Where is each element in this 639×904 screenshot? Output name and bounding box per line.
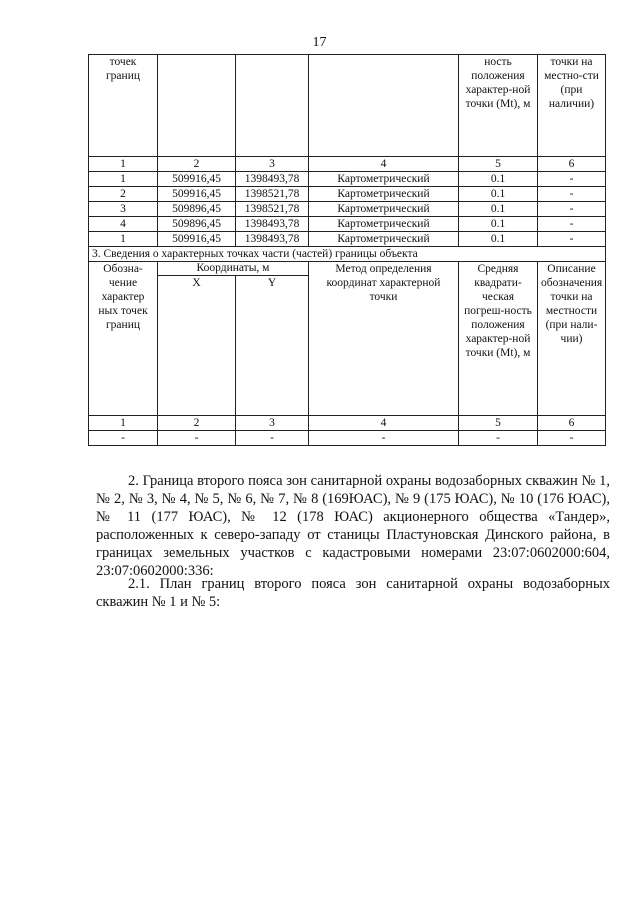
section3-header-points: Обозна-чение характер ных точек границ — [89, 262, 158, 416]
accuracy: 0.1 — [459, 202, 538, 217]
column-number: 5 — [459, 157, 538, 172]
empty-cell: - — [236, 431, 309, 446]
coord-x: 509896,45 — [158, 202, 236, 217]
coord-y: 1398493,78 — [236, 172, 309, 187]
section3-header-description: Описание обозначения точки на местности (при нали-чии) — [538, 262, 606, 416]
section3-header-coordinates: Координаты, м — [158, 262, 309, 276]
section3-title: 3. Сведения о характерных точках части (частей) границы объекта — [89, 247, 606, 262]
table-row — [89, 232, 606, 247]
column-number: 4 — [309, 157, 459, 172]
column-number: 6 — [538, 157, 606, 172]
table-row — [89, 187, 606, 202]
point-number: 1 — [89, 172, 158, 187]
coord-x: 509896,45 — [158, 217, 236, 232]
accuracy: 0.1 — [459, 187, 538, 202]
method: Картометрический — [309, 232, 459, 247]
section3-header-accuracy: Средняя квадрати-ческая погреш-ность положения характер-ной точки (Mt), м — [459, 262, 538, 416]
point-number: 1 — [89, 232, 158, 247]
description: - — [538, 202, 606, 217]
point-number: 3 — [89, 202, 158, 217]
accuracy: 0.1 — [459, 172, 538, 187]
empty-cell: - — [538, 431, 606, 446]
column-number: 1 — [89, 157, 158, 172]
empty-cell: - — [89, 431, 158, 446]
coord-y: 1398493,78 — [236, 217, 309, 232]
table-row — [89, 172, 606, 187]
accuracy: 0.1 — [459, 217, 538, 232]
coord-x: 509916,45 — [158, 172, 236, 187]
page-number: 17 — [312, 35, 327, 50]
column-number: 6 — [538, 416, 606, 431]
header-cell-points: точек границ — [89, 55, 158, 157]
empty-cell: - — [309, 431, 459, 446]
table-row — [89, 202, 606, 217]
header-cell-accuracy: ность положения характер-ной точки (Mt), м — [459, 55, 538, 157]
column-number: 4 — [309, 416, 459, 431]
column-number: 3 — [236, 416, 309, 431]
column-number: 1 — [89, 416, 158, 431]
table-top-header-row — [89, 55, 606, 157]
section3-header-x: X — [158, 276, 236, 416]
paragraph-plan-boundaries: 2.1. План границ второго пояса зон санитарной охраны водозаборных скважин № 1 и № 5: — [96, 576, 610, 610]
method: Картометрический — [309, 202, 459, 217]
section3-column-number-row — [89, 416, 606, 431]
description: - — [538, 232, 606, 247]
section3-title-row — [89, 247, 606, 262]
description: - — [538, 217, 606, 232]
description: - — [538, 187, 606, 202]
coord-x: 509916,45 — [158, 232, 236, 247]
column-number: 5 — [459, 416, 538, 431]
point-number: 2 — [89, 187, 158, 202]
section3-header-row — [89, 262, 606, 276]
header-cell-empty — [309, 55, 459, 157]
column-number: 3 — [236, 157, 309, 172]
header-cell-empty — [158, 55, 236, 157]
column-number: 2 — [158, 157, 236, 172]
section3-header-y: Y — [236, 276, 309, 416]
coord-y: 1398521,78 — [236, 187, 309, 202]
description: - — [538, 172, 606, 187]
method: Картометрический — [309, 187, 459, 202]
section3-header-method: Метод определения координат характерной точки — [309, 262, 459, 416]
column-number-row — [89, 157, 606, 172]
header-cell-empty — [236, 55, 309, 157]
accuracy: 0.1 — [459, 232, 538, 247]
paragraph-boundary-zone-2: 2. Граница второго пояса зон санитарной охраны водозаборных скважин № 1, № 2, № 3, № 4, № 5, № 6, № 7, № 8 (169ЮАС), № 9 (175 ЮАС), № 10 (176 ЮАС), № 11 (177 ЮАС), № 12 (178 ЮАС) акционерного общества «Тандер», расположенных к северо-западу от станицы Пластуновская Динского района, в границах земельных участков с кадастровыми номерами 23:07:0602000:604, 23:07:0602000:336: — [96, 473, 610, 579]
table-row — [89, 217, 606, 232]
empty-cell: - — [459, 431, 538, 446]
coord-x: 509916,45 — [158, 187, 236, 202]
coord-y: 1398493,78 — [236, 232, 309, 247]
boundary-points-table — [88, 54, 606, 446]
coord-y: 1398521,78 — [236, 202, 309, 217]
column-number: 2 — [158, 416, 236, 431]
empty-cell: - — [158, 431, 236, 446]
section3-empty-row — [89, 431, 606, 446]
method: Картометрический — [309, 172, 459, 187]
header-cell-description: точки на местно-сти (при наличии) — [538, 55, 606, 157]
method: Картометрический — [309, 217, 459, 232]
point-number: 4 — [89, 217, 158, 232]
